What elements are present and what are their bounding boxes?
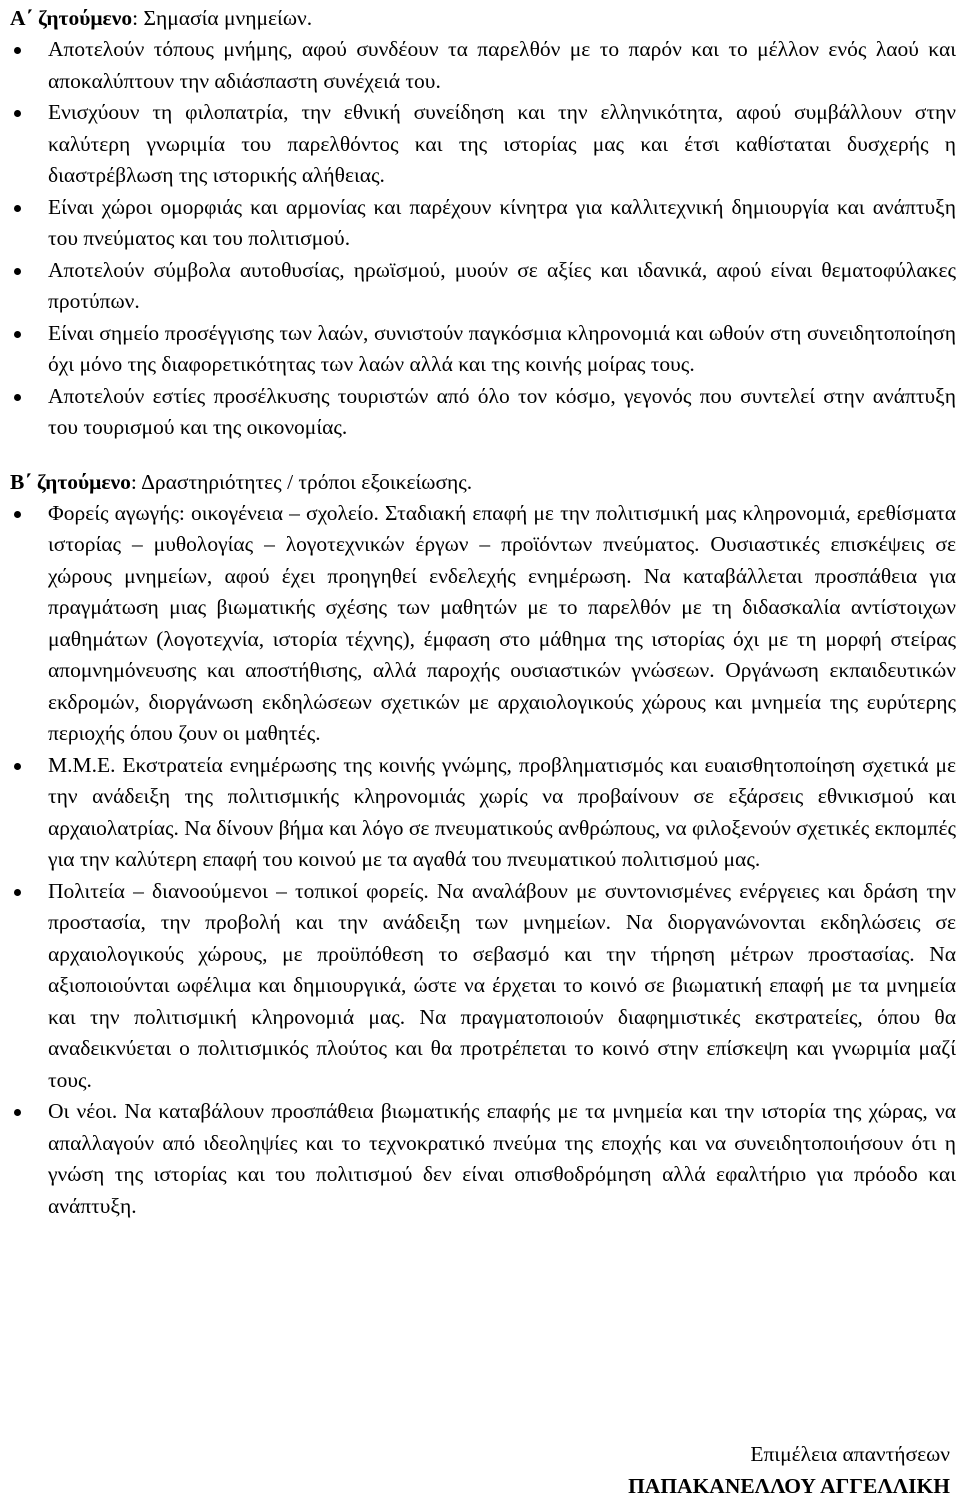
bullet-icon [10, 390, 24, 404]
signature-name: ΠΑΠΑΚΑΝΕΛΛΟΥ ΑΓΓΕΛΛΙΚΗ [628, 1474, 950, 1498]
signature-role: Επιμέλεια απαντήσεων [750, 1442, 950, 1466]
list-item-text: Είναι χώροι ομορφιάς και αρμονίας και παρέχουν κίνητρα για καλλιτεχνική δημιουργία και ανάπτυξη του πνεύματος και του πολιτισμού. [48, 194, 956, 250]
list-item-text: Ενισχύουν τη φιλοπατρία, την εθνική συνείδηση και την ελληνικότητα, αφού συμβάλλουν στην καλύτερη γνωριμία του παρελθόντος και της ιστορίας μας και έτσι καθίσταται δυσχερής η διαστρέβλωση της ιστορικής αλήθειας. [48, 100, 956, 187]
list-item [10, 498, 956, 750]
list-item-text: Είναι σημείο προσέγγισης των λαών, συνιστούν παγκόσμια κληρονομιά και ωθούν στη συνειδητοποίηση όχι μόνο της διαφορετικότητας των λαών αλλά και της κοινής μοίρας τους. [48, 320, 956, 376]
list-item-text: Μ.Μ.Ε. Εκστρατεία ενημέρωσης της κοινής γνώμης, προβληματισμός και ευαισθητοποίηση σχετικά με την ανάδειξη της πολιτισμικής κληρονομιάς χωρίς να προβαίνουν σε εξάρσεις εθνικισμού και αρχαιολατρίας. Να δίνουν βήμα και λόγο σε πνευματικούς ανθρώπους, να φιλοξενούν σχετικές εκπομπές για την καλύτερη επαφή του κοινού με τα αγαθά του πνευματικού πολιτισμού μας. [48, 752, 956, 871]
list-item [10, 1096, 956, 1222]
list-item [10, 34, 956, 97]
section-a-list [10, 34, 956, 444]
bullet-icon [10, 327, 24, 341]
list-item-text: Αποτελούν τόπους μνήμης, αφού συνδέουν τα παρελθόν με το παρόν και το μέλλον ενός λαού και αποκαλύπτουν την αδιάσπαστη συνέχειά του. [48, 37, 956, 93]
bullet-icon [10, 1105, 24, 1119]
section-b-heading [10, 466, 956, 498]
section-a-heading [10, 0, 956, 34]
bullet-icon [10, 106, 24, 120]
list-item [10, 192, 956, 255]
list-item [10, 381, 956, 444]
section-a-title: : Σημασία μνημείων. [132, 6, 313, 30]
section-b-title: : Δραστηριότητες / τρόποι εξοικείωσης. [130, 469, 473, 494]
bullet-icon [10, 43, 24, 57]
list-item [10, 876, 956, 1097]
bullet-icon [10, 885, 24, 899]
bullet-icon [10, 759, 24, 773]
list-item [10, 750, 956, 876]
list-item [10, 318, 956, 381]
section-b-list [10, 498, 956, 1223]
list-item [10, 97, 956, 192]
bullet-icon [10, 201, 24, 215]
bullet-icon [10, 264, 24, 278]
section-a-label: Α΄ ζητούμενο [10, 6, 133, 30]
list-item-text: Αποτελούν σύμβολα αυτοθυσίας, ηρωϊσμού, μυούν σε αξίες και ιδανικά, αφού είναι θεματοφύλακες προτύπων. [48, 257, 956, 313]
bullet-icon [10, 507, 24, 521]
list-item [10, 255, 956, 318]
list-item-text: Οι νέοι. Να καταβάλουν προσπάθεια βιωματικής επαφής με τα μνημεία και την ιστορία της χώρας, να απαλλαγούν από ιδεοληψίες και το τεχνοκρατικό πνεύμα της εποχής και να συνειδητοποιήσουν ότι η γνώση της ιστορίας και του πολιτισμού δεν είναι οπισθοδρόμηση αλλά εφαλτήριο για πρόοδο και ανάπτυξη. [48, 1099, 956, 1218]
section-b-label: Β΄ ζητούμενο [10, 469, 131, 494]
list-item-text: Αποτελούν εστίες προσέλκυσης τουριστών από όλο τον κόσμο, γεγονός που συντελεί στην ανάπτυξη του τουρισμού και της οικονομίας. [48, 383, 956, 439]
list-item-text: Φορείς αγωγής: οικογένεια – σχολείο. Σταδιακή επαφή με την πολιτισμική μας κληρονομιά, ερεθίσματα ιστορίας – μυθολογίας – λογοτεχνικών έργων – προϊόντων πνεύματος. Ουσιαστικές επισκέψεις σε χώρους μνημείων, αφού έχει προηγηθεί ενδελεχής ενημέρωση. Να καταβάλλεται προσπάθεια για πραγμάτωση μιας βιωματικής σχέσης των μαθητών με το παρελθόν με τη διδασκαλία αντίστοιχων μαθημάτων (λογοτεχνία, ιστορία τέχνης), έμφαση στο μάθημα της ιστορίας όχι με τη μορφή στείρας απομνημόνευσης και αποστήθισης, αλλά παροχής ουσιαστικών γνώσεων. Οργάνωση εκπαιδευτικών εκδρομών, διοργάνωση εκδηλώσεων σχετικών με αρχαιολογικούς χώρους και μνημεία της ευρύτερης περιοχής όπου ζουν οι μαθητές. [48, 500, 956, 745]
list-item-text: Πολιτεία – διανοούμενοι – τοπικοί φορείς. Να αναλάβουν με συντονισμένες ενέργειες και δράση την προστασία, την προβολή και την ανάδειξη των μνημείων. Να διοργανώνονται εκδηλώσεις σε αρχαιολογικούς χώρους, με προϋπόθεση το σεβασμό και την τήρηση μέτρων προστασίας. Να αξιοποιούνται ωφέλιμα και δημιουργικά, ώστε να έρχεται το κοινό σε βιωματική επαφή με τα μνημεία και την πολιτισμική κληρονομιά μας. Να πραγματοποιούν διαφημιστικές εκστρατείες, όπου θα αναδεικνύεται ο πολιτισμικός πλούτος και θα προτρέπεται το κοινό στην επίσκεψη και γνωριμία μαζί τους. [48, 878, 956, 1092]
